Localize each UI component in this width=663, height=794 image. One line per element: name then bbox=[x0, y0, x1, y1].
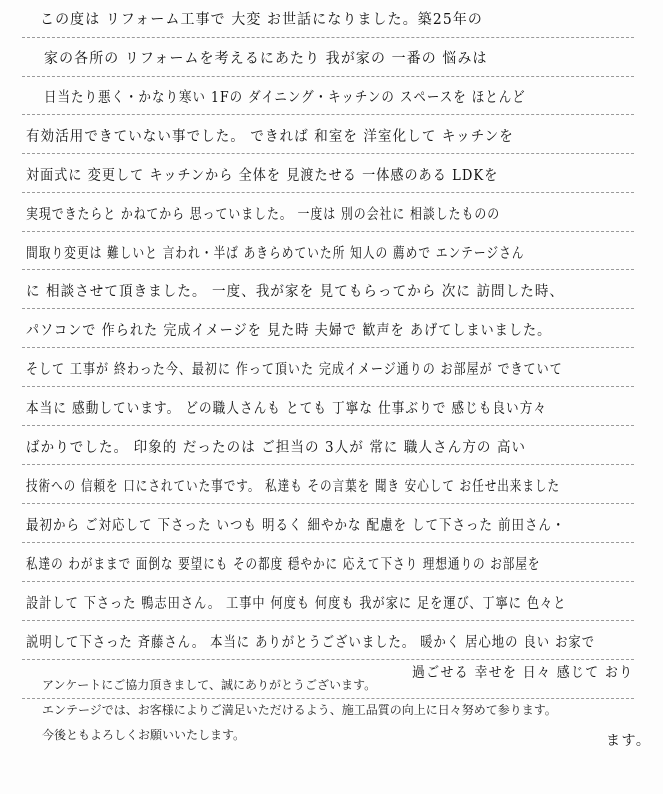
letter-line: 本当に 感動しています。 どの職人さんも とても 丁寧な 仕事ぶりで 感じも良い方々 bbox=[26, 401, 548, 417]
ruled-line bbox=[22, 308, 634, 309]
ruled-line bbox=[22, 347, 634, 348]
letter-line: に 相談させて頂きました。 一度、我が家を 見てもらってから 次に 訪問した時、 bbox=[26, 284, 565, 300]
ruled-line bbox=[22, 698, 634, 699]
ruled-line bbox=[22, 581, 634, 582]
ruled-line bbox=[22, 76, 634, 77]
ruled-line bbox=[22, 503, 634, 504]
letter-line: 技術への 信頼を 口にされていた事です。 私達も その言葉を 聞き 安心して お任せ出来ました bbox=[26, 479, 561, 495]
company-commitment-text: エンテージでは、お客様によりご満足いただけるよう、施工品質の向上に日々努めて参ります。 bbox=[42, 703, 557, 717]
letter-continuation-line: 過ごせる 幸せを 日々 感じて おり bbox=[412, 665, 634, 681]
letter-line: 日当たり悪く・かなり寒い 1Fの ダイニング・キッチンの スペースを ほとんど bbox=[44, 90, 526, 106]
ruled-line bbox=[22, 659, 634, 660]
letter-closing-word: ます。 bbox=[606, 733, 652, 749]
letter-line: 説明して下さった 斉藤さん。 本当に ありがとうございました。 暖かく 居心地の 良い お家で bbox=[26, 635, 596, 651]
ruled-line bbox=[22, 425, 634, 426]
letter-line: 間取り変更は 難しいと 言われ・半ば あきらめていた所 知人の 薦めで エンテージさん bbox=[26, 246, 525, 262]
ruled-line bbox=[22, 620, 634, 621]
survey-thanks-text: アンケートにご協力頂きまして、誠にありがとうございます。 bbox=[42, 678, 377, 692]
letter-line: ばかりでした。 印象的 だったのは ご担当の 3人が 常に 職人さん方の 高い bbox=[26, 440, 527, 456]
ruled-line bbox=[22, 542, 634, 543]
letter-line: この度は リフォーム工事で 大変 お世話になりました。築25年の bbox=[40, 12, 483, 28]
ruled-line bbox=[22, 114, 634, 115]
letter-line: 最初から ご対応して 下さった いつも 明るく 細やかな 配慮を して下さった 前田さん・ bbox=[26, 518, 566, 534]
letter-line: 対面式に 変更して キッチンから 全体を 見渡たせる 一体感のある LDKを bbox=[26, 168, 499, 184]
letter-line: 有効活用できていない事でした。 できれば 和室を 洋室化して キッチンを bbox=[26, 129, 514, 145]
ruled-line bbox=[22, 192, 634, 193]
ruled-line bbox=[22, 37, 634, 38]
letter-line: 実現できたらと かねてから 思っていました。 一度は 別の会社に 相談したものの bbox=[26, 207, 501, 223]
letter-line: 私達の わがままで 面倒な 要望にも その都度 穏やかに 応えて下さり 理想通りの お部屋を bbox=[26, 557, 541, 573]
ruled-line bbox=[22, 153, 634, 154]
closing-regards-text: 今後ともよろしくお願いいたします。 bbox=[42, 728, 246, 742]
ruled-line bbox=[22, 231, 634, 232]
ruled-line bbox=[22, 464, 634, 465]
letter-line: パソコンで 作られた 完成イメージを 見た時 夫婦で 歓声を あげてしまいました。 bbox=[26, 323, 552, 339]
letter-line: そして 工事が 終わった今、最初に 作って頂いた 完成イメージ通りの お部屋が できていて bbox=[26, 362, 563, 378]
ruled-line bbox=[22, 269, 634, 270]
letter-line: 家の各所の リフォームを考えるにあたり 我が家の 一番の 悩みは bbox=[44, 51, 488, 67]
ruled-line bbox=[22, 386, 634, 387]
letter-line: 設計して 下さった 鴨志田さん。 工事中 何度も 何度も 我が家に 足を運び、丁寧に 色々と bbox=[26, 596, 567, 612]
